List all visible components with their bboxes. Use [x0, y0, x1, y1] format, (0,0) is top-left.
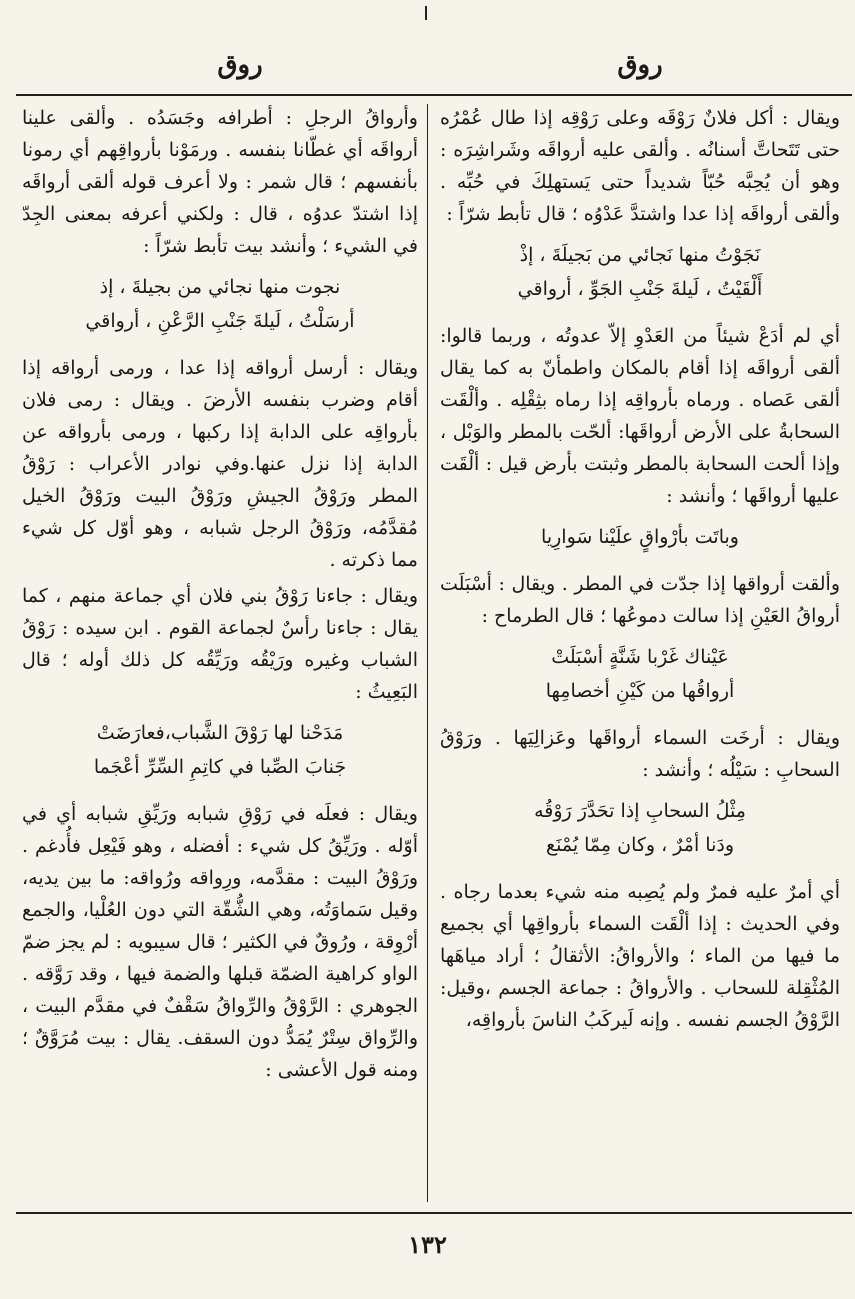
- top-mark: [425, 6, 427, 20]
- paragraph: ويقال : فعلَه في رَوْقِ شبابه ورَيِّقِ شبابه أي في أوّله . ورَيِّقُ كل شيء : أفضله ، وهو فَيْعِل فأُدغم . ورَوْقُ البيت : مقدَّمه، ورِواقه ورُواقه: ما بين يديه، وقيل سَماوَتُه، وهي الشُّقّة التي دون العُلْيا، والجمع أرْوِقة ، ورُوقٌ في الكثير ؛ قال سيبويه : لم يجز ضمّ الواو كراهية الضمّة قبلها والضمة فيها ، وقد رَوَّقه . الجوهري : الرَّوْقُ والرِّواقُ سَقْفٌ في مقدَّم البيت ، والرِّواق سِتْرٌ يُمَدُّ دون السقف. يقال : بيت مُرَوَّقٌ ؛ ومنه قول الأعشى :: [22, 803, 418, 1081]
- verse-line: أرسَلْتُ ، لَيلةَ جَنْبِ الرَّعْنِ ، أرواقي: [85, 310, 355, 332]
- verse: [440, 520, 840, 554]
- verse-line: أَلْقَيْتُ ، لَيلةَ جَنْبِ الجَوِّ ، أرواقي: [517, 278, 763, 300]
- left-column: [22, 102, 418, 1202]
- paragraph: ويقال : أكل فلانٌ رَوْقَه وعلى رَوْقِه إذا طال عُمْرُه حتى تَتَحاتَّ أسنانُه . وألقى عليه أرواقَه وشَراشِرَه : وهو أن يُحِبَّه حُبّاً شديداً حتى يَستهلِكَ في حُبِّه . وألقى أرواقَه إذا عدا واشتدَّ عَدْوُه ؛ قال تأبط شرّاً :: [440, 107, 840, 225]
- paragraph: أي أمرٌ عليه فمرٌ ولم يُصِبه منه شيء بعدما رجاه . وفي الحديث : إذا ألْقَت السماء بأرواقِها أي بجميع ما فيها من الماء ؛ والأرواقُ: الأثقالُ ؛ أراد مياهَها المُثْقِلة للسحاب . والأرواقُ : جماعة الجسم ،وقيل: الرَّوْقُ الجسم نفسه . وإنه لَيركَبُ الناسَ بأرواقِه،: [440, 881, 840, 1031]
- paragraph: ويقال : أرخَت السماء أرواقَها وعَزالِيَها . ورَوْقُ السحابِ : سَيْلُه ؛ وأنشد :: [440, 727, 840, 781]
- verse-line: جَنابَ الصِّبا في كاتِمِ السِّرِّ أعْجَما: [93, 756, 347, 778]
- paragraph: أي لم أدَعْ شيئاً من العَدْوِ إلاّ عدوتُه ، وربما قالوا: ألقى أرواقَه إذا أقام بالمكان واطمأنّ به كما يقال ألقى عَصاه . ورماه بأرواقِه إذا رماه بثِقْلِه . وألْقَت السحابةُ على الأرض أرواقَها: ألحّت بالمطر والوَبْل ، وإذا ألحت السحابة بالمطر وثبتت بأرض قيل : ألْقَت عليها أرواقَها ؛ وأنشد :: [440, 325, 840, 507]
- verse: [440, 238, 840, 306]
- verse-line: وباتَت بأرْواقٍ علَيْنا سَوارِيا: [541, 526, 739, 548]
- verse: [440, 794, 840, 862]
- header-word-right: روق: [617, 50, 663, 80]
- header-word-left: روق: [217, 50, 263, 80]
- paragraph: وألقت أرواقها إذا جدّت في المطر . ويقال : أسْبَلَت أرواقُ العَيْنِ إذا سالت دموعُها ؛ قال الطرماح :: [440, 573, 840, 627]
- verse: [22, 716, 418, 784]
- verse-line: مِثْلُ السحابِ إذا تحَدَّرَ رَوْقُه: [534, 800, 746, 822]
- right-column: [440, 102, 840, 1202]
- page-number: ١٣٢: [408, 1230, 447, 1259]
- paragraph: ويقال : جاءنا رَوْقُ بني فلان أي جماعة منهم ، كما يقال : جاءنا رأسٌ لجماعة القوم . ابن سيده : رَوْقُ الشباب وغيره ورَيْقُه ورَيِّقُه كل ذلك أوله ؛ قال البَعِيثُ :: [22, 585, 418, 703]
- column-divider: [427, 104, 428, 1202]
- paragraph: ويقال : أرسل أرواقه إذا عدا ، ورمى أرواقه إذا أقام وضرب بنفسه الأرضَ . ويقال : رمى فلان بأرواقِه على الدابة إذا ركبها ، ورمى بأرواقه عن الدابة إذا نزل عنها.وفي نوادر الأعراب : رَوْقُ المطر ورَوْقُ الجيشِ ورَوْقُ البيت ورَوْقُ الخيل مُقدَّمُه، ورَوْقُ الرجل شبابه ، وهو أوّل كل شيء مما ذكرته .: [22, 357, 418, 571]
- verse-line: ودَنا أمْرٌ ، وكان مِمّا يُمْنَع: [545, 834, 734, 856]
- bottom-rule: [16, 1212, 852, 1214]
- verse-line: نَجَوْتُ منها نَجائي من بَجيلَةَ ، إذْ: [519, 244, 761, 266]
- verse-line: نجوت منها نجائي من بجيلةَ ، إذ: [99, 276, 341, 298]
- paragraph: وأرواقُ الرجلِ : أطرافه وجَسَدُه . وألقى علينا أرواقَه أي غطّانا بنفسه . ورمَوْنا بأرواقِهم أي رمونا بأنفسهم ؛ قال شمر : ولا أعرف قوله ألقى أرواقَه إذا اشتدّ عدوُه ، قال : ولكني أعرفه بمعنى الجِدّ في الشيء ؛ وأنشد بيت تأبط شرّاً :: [22, 107, 418, 257]
- verse-line: مَدَحْنا لها رَوْقَ الشَّباب،فعارَضَتْ: [96, 722, 344, 744]
- verse-line: أرواقُها من كَيْنِ أخصامِها: [545, 680, 735, 702]
- top-rule: [16, 94, 852, 96]
- verse: [22, 270, 418, 338]
- verse: [440, 640, 840, 708]
- verse-line: عَيْناك غَرْبا شَنَّةٍ أسْبَلَتْ: [551, 646, 729, 668]
